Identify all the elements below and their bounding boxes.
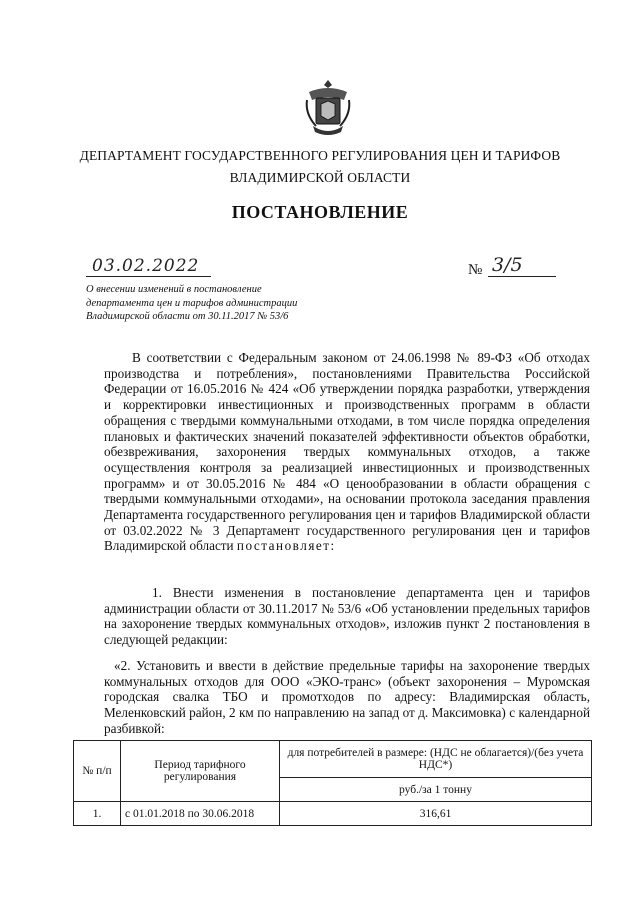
department-name-line1: ДЕПАРТАМЕНТ ГОСУДАРСТВЕННОГО РЕГУЛИРОВАНИЯ ЦЕН И ТАРИФОВ bbox=[79, 148, 561, 163]
coat-of-arms-emblem bbox=[303, 78, 353, 138]
document-date: 03.02.2022 bbox=[92, 256, 200, 276]
table-row bbox=[74, 802, 592, 826]
document-subject: О внесении изменений в постановление департамента цен и тарифов администрации Владимирской области от 30.11.2017 № 53/6 bbox=[86, 284, 298, 322]
header-number: № п/п bbox=[74, 741, 121, 802]
row-period: с 01.01.2018 по 30.06.2018 bbox=[121, 802, 280, 826]
row-number: 1. bbox=[74, 802, 121, 826]
number-sign: № bbox=[468, 262, 483, 278]
date-underline bbox=[86, 276, 211, 277]
header-consumers: для потребителей в размере: (НДС не облагается)/(без учета НДС*) bbox=[280, 741, 592, 778]
department-name-line2: ВЛАДИМИРСКОЙ ОБЛАСТИ bbox=[229, 170, 411, 185]
item-2-paragraph: «2. Установить и ввести в действие предельные тарифы на захоронение твердых коммунальных отходов для ООО «ЭКО-транс» (объект захоронения – Муромская городская свалка ТБО и промотходов по адресу: Владимирская область, Меленковский район, 2 км по направлению на запад от д. Максимовка) с календарной разбивкой: bbox=[104, 658, 590, 736]
row-value: 316,61 bbox=[280, 802, 592, 826]
number-underline bbox=[488, 276, 556, 277]
preamble-text: В соответствии с Федеральным законом от 24.06.1998 № 89-ФЗ «Об отходах производства и потребления», постановлениями Правительства Российской Федерации от 16.05.2016 № 424 «Об утверждении порядка разработки, утверждения и корректировки инвестиционных и производственных программ в области обращения с твердыми коммунальными отходами, в том числе порядка определения плановых и фактических значений показателей эффективности объектов обработки, обезвреживания, захоронения твердых коммунальных отходов, а также осуществления контроля за реализацией инвестиционных и производственных программ» и от 30.05.2016 № 484 «О ценообразовании в области обращения с твердыми коммунальными отходами», на основании протокола заседания правления Департамента государственного регулирования цен и тарифов Владимирской области от 03.02.2022 № 3 Департамент государственного регулирования цен и тарифов Владимирской области bbox=[104, 350, 590, 554]
header-unit: руб./за 1 тонну bbox=[280, 778, 592, 802]
preamble-paragraph bbox=[104, 350, 590, 554]
item-1-paragraph: 1. Внести изменения в постановление департамента цен и тарифов администрации области от 30.11.2017 № 53/6 «Об установлении предельных тарифов на захоронение твердых коммунальных отходов», изложив пункт 2 постановления в следующей редакции: bbox=[104, 585, 590, 648]
header-period: Период тарифного регулирования bbox=[121, 741, 280, 802]
decree-word: постановляет: bbox=[236, 538, 336, 554]
document-number: 3/5 bbox=[492, 254, 523, 276]
tariff-table bbox=[73, 740, 592, 826]
document-title: ПОСТАНОВЛЕНИЕ bbox=[231, 202, 409, 222]
